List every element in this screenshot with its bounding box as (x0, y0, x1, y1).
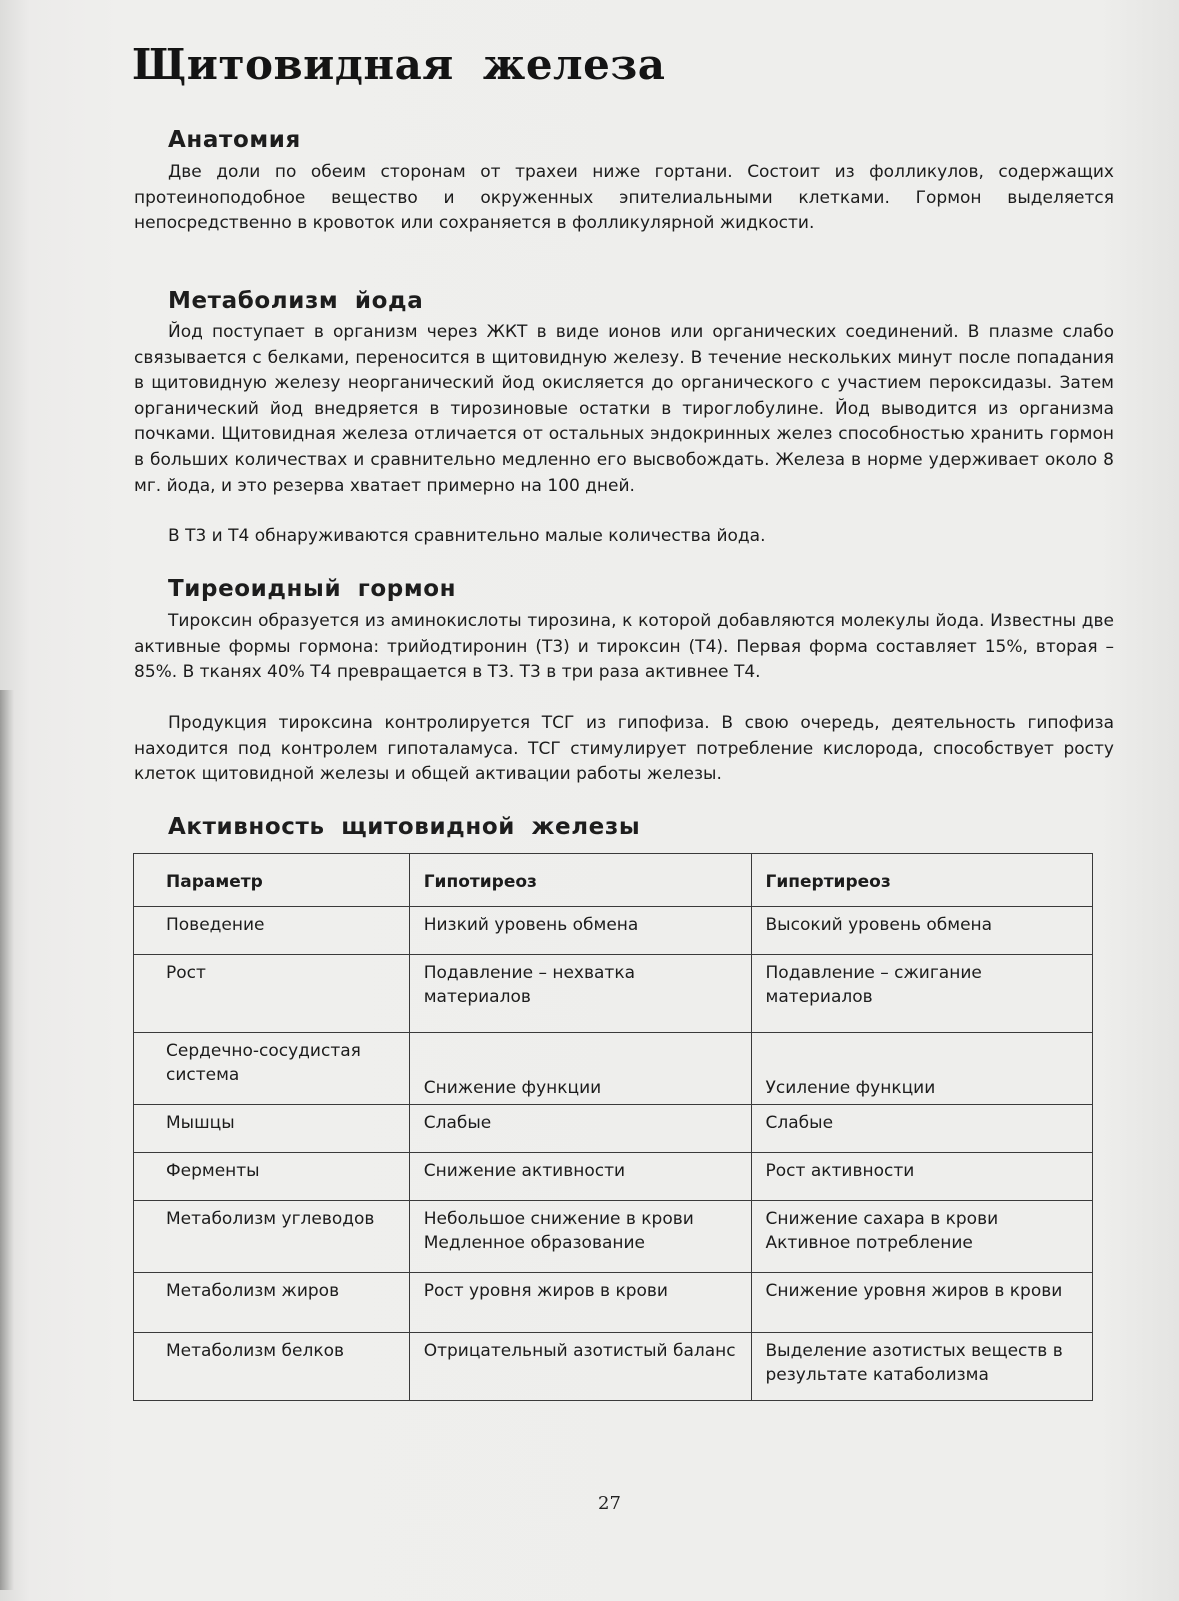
table-header-cell: Гипотиреоз (409, 854, 751, 907)
heading-thyroid-hormone: Тиреоидный гормон (168, 576, 457, 602)
table-cell: Метаболизм углеводов (134, 1201, 410, 1273)
table-cell: Высокий уровень обмена (751, 907, 1092, 955)
table-row (134, 1333, 1093, 1401)
table-cell: Небольшое снижение в крови Медленное образование (409, 1201, 751, 1273)
paragraph-iodine-2: В Т3 и Т4 обнаруживаются сравнительно малые количества йода. (168, 526, 766, 546)
table-cell: Снижение сахара в крови Активное потребление (751, 1201, 1092, 1273)
table-cell: Рост активности (751, 1153, 1092, 1201)
table-cell: Низкий уровень обмена (409, 907, 751, 955)
thyroid-activity-table (133, 853, 1093, 1401)
table-cell: Снижение функции (409, 1033, 751, 1105)
table-header-row (134, 854, 1093, 907)
table-cell: Усиление функции (751, 1033, 1092, 1105)
table-cell: Мышцы (134, 1105, 410, 1153)
table-cell: Сердечно-сосудистая система (134, 1033, 410, 1105)
table-header-cell: Параметр (134, 854, 410, 907)
table-row (134, 1201, 1093, 1273)
table-cell: Метаболизм белков (134, 1333, 410, 1401)
table-cell: Поведение (134, 907, 410, 955)
table-cell: Снижение активности (409, 1153, 751, 1201)
table-row (134, 1153, 1093, 1201)
table-row (134, 1273, 1093, 1333)
heading-anatomy: Анатомия (168, 127, 301, 153)
paragraph-anatomy: Две доли по обеим сторонам от трахеи ниже гортани. Состоит из фолликулов, содержащих протеиноподобное вещество и окруженных эпителиальными клетками. Гормон выделяется непосредственно в кровоток или сохраняется в фолликулярной жидкости. (134, 162, 1114, 234)
table-cell: Ферменты (134, 1153, 410, 1201)
heading-thyroid-activity: Активность щитовидной железы (168, 814, 641, 840)
table-cell: Слабые (751, 1105, 1092, 1153)
page-title: Щитовидная железа (132, 40, 666, 89)
table-row (134, 1105, 1093, 1153)
book-spine-shadow (0, 690, 14, 1590)
table-row (134, 955, 1093, 1033)
table-cell: Подавление – сжигание материалов (751, 955, 1092, 1033)
table-row (134, 907, 1093, 955)
table-cell: Рост уровня жиров в крови (409, 1273, 751, 1333)
table-cell: Выделение азотистых веществ в результате катаболизма (751, 1333, 1092, 1401)
table-cell: Отрицательный азотистый баланс (409, 1333, 751, 1401)
table-cell: Снижение уровня жиров в крови (751, 1273, 1092, 1333)
table-cell: Метаболизм жиров (134, 1273, 410, 1333)
table-row (134, 1033, 1093, 1105)
paragraph-iodine-1: Йод поступает в организм через ЖКТ в виде ионов или органических соединений. В плазме слабо связывается с белками, переносится в щитовидную железу. В течение нескольких минут после попадания в щитовидную железу неорганический йод окисляется до органического с участием пероксидазы. Затем органический йод внедряется в тирозиновые остатки в тироглобулине. Йод выводится из организма почками. Щитовидная железа отличается от остальных эндокринных желез способностью хранить гормон в больших количествах и сравнительно медленно его высвобождать. Железа в норме удерживает около 8 мг. йода, и это резерва хватает примерно на 100 дней. (134, 322, 1114, 496)
paragraph-hormone-2: Продукция тироксина контролируется ТСГ из гипофиза. В свою очередь, деятельность гипофиза находится под контролем гипоталамуса. ТСГ стимулирует потребление кислорода, способствует росту клеток щитовидной железы и общей активации работы железы. (134, 713, 1114, 785)
page-number: 27 (598, 1493, 621, 1514)
table-cell: Рост (134, 955, 410, 1033)
table-cell: Подавление – нехватка материалов (409, 955, 751, 1033)
heading-iodine-metabolism: Метаболизм йода (168, 288, 424, 314)
table-cell: Слабые (409, 1105, 751, 1153)
paragraph-hormone-1: Тироксин образуется из аминокислоты тирозина, к которой добавляются молекулы йода. Известны две активные формы гормона: трийодтиронин (Т3) и тироксин (Т4). Первая форма составляет 15%, вторая – 85%. В тканях 40% Т4 превращается в Т3. Т3 в три раза активнее Т4. (134, 611, 1114, 683)
table-header-cell: Гипертиреоз (751, 854, 1092, 907)
